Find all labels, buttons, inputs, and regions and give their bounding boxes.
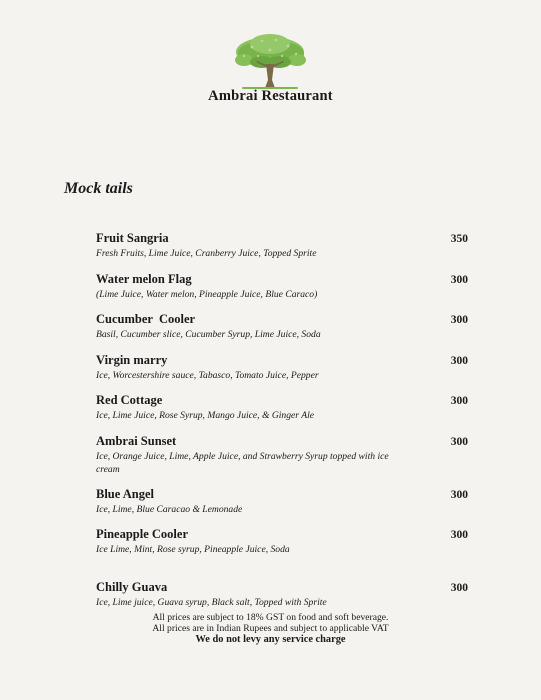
item-description: Ice, Lime Juice, Rose Syrup, Mango Juice, & Ginger Ale <box>96 410 315 421</box>
restaurant-name: Ambrai Restaurant <box>208 88 333 104</box>
item-description: Ice, Orange Juice, Lime, Apple Juice, and Strawberry Syrup topped with ice cream <box>96 451 389 475</box>
item-price: 300 <box>450 395 468 407</box>
menu-item <box>96 527 468 556</box>
item-name: Ambrai Sunset <box>96 434 177 448</box>
item-price: 300 <box>450 489 468 501</box>
item-name: Cucumber Cooler <box>96 312 196 326</box>
menu-item <box>96 312 468 341</box>
item-name: Virgin marry <box>96 353 168 367</box>
item-name: Water melon Flag <box>96 272 192 286</box>
item-name: Blue Angel <box>96 487 154 501</box>
gst-note: All prices are subject to 18% GST on food and soft beverage. <box>152 612 389 623</box>
menu-item <box>96 272 468 301</box>
price-footer <box>0 612 541 645</box>
item-description: Fresh Fruits, Lime Juice, Cranberry Juice, Topped Sprite <box>96 248 317 259</box>
item-name: Red Cottage <box>96 393 163 407</box>
menu-item <box>96 353 468 382</box>
item-description: Ice, Worcestershire sauce, Tabasco, Tomato Juice, Pepper <box>96 370 319 381</box>
menu-item <box>96 487 468 516</box>
item-price: 300 <box>450 274 468 286</box>
item-description: Ice, Lime juice, Guava syrup, Black salt, Topped with Sprite <box>96 597 327 608</box>
item-price: 300 <box>450 314 468 326</box>
item-price: 300 <box>450 355 468 367</box>
item-name: Chilly Guava <box>96 580 168 594</box>
menu-item <box>96 434 468 476</box>
item-description: (Lime Juice, Water melon, Pineapple Juice, Blue Caraco) <box>96 289 318 300</box>
item-name: Fruit Sangria <box>96 231 169 245</box>
item-price: 350 <box>450 233 468 245</box>
item-price: 300 <box>450 436 468 448</box>
tree-icon <box>232 32 308 90</box>
section-title: Mock tails <box>64 180 133 197</box>
menu-item <box>96 231 468 260</box>
item-name: Pineapple Cooler <box>96 527 189 541</box>
menu-item <box>96 580 468 609</box>
item-price: 300 <box>450 582 468 594</box>
vat-note: All prices are in Indian Rupees and subject to applicable VAT <box>152 623 389 634</box>
item-description: Basil, Cucumber slice, Cucumber Syrup, Lime Juice, Soda <box>96 329 321 340</box>
item-description: Ice, Lime, Blue Caracao & Lemonade <box>96 504 243 515</box>
item-price: 300 <box>450 529 468 541</box>
item-description: Ice Lime, Mint, Rose syrup, Pineapple Juice, Soda <box>96 544 290 555</box>
service-charge-note: We do not levy any service charge <box>195 634 346 645</box>
menu-item <box>96 393 468 422</box>
